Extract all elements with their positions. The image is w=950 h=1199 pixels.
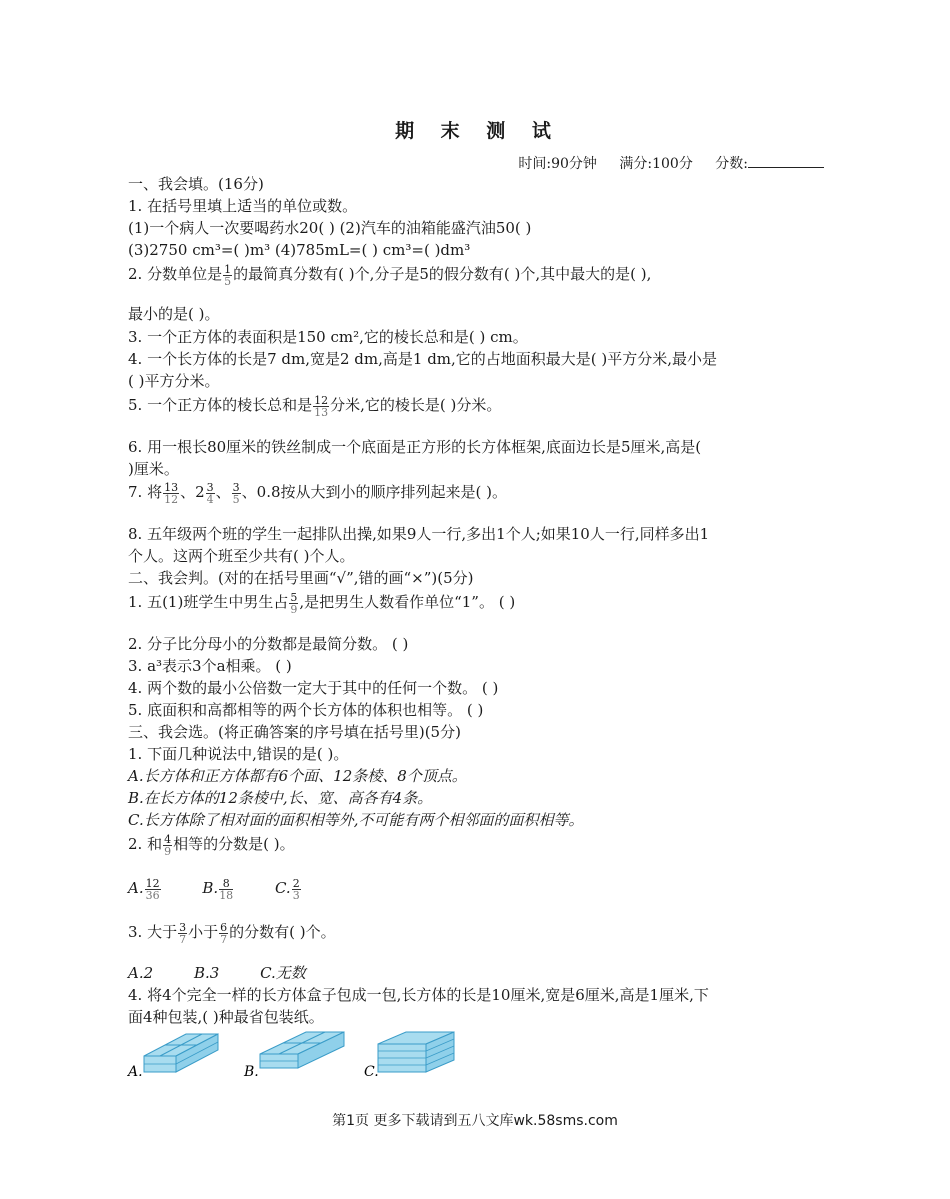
score-blank[interactable] [748,155,824,168]
fraction: $\frac{12}{13}$ [314,394,329,420]
s1-q3: 3. 一个正方体的表面积是150 cm²,它的棱长总和是( ) cm。 [128,328,528,346]
time-label: 时间:90分钟 [518,156,597,172]
s2-q4: 4. 两个数的最小公倍数一定大于其中的任何一个数。 ( ) [128,679,499,697]
s1-q4: 4. 一个长方体的长是7 dm,宽是2 dm,高是1 dm,它的占地面积最大是( )平方分米,最小是 [128,350,718,368]
package-b-label: B. [244,1064,259,1080]
package-a-label: A. [128,1064,143,1080]
fraction: $\frac{5}{9}$ [290,591,298,617]
s3-q3-options [128,963,342,983]
s3-q1: 1. 下面几种说法中,错误的是( )。 [128,745,349,763]
exam-info [500,153,824,173]
s1-q6-cont: )厘米。 [128,460,179,478]
page-title: 期 末 测 试 [395,120,561,142]
s1-q2-cont: 最小的是( )。 [128,305,220,323]
option-c: C.无数 [260,964,306,982]
section-2-heading: 二、我会判。(对的在括号里画“√”,错的画“×”)(5分) [128,569,474,587]
s3-q2-options [128,877,338,903]
score-label: 分数: [715,156,824,172]
option-c: C. $\frac{2}{3}$ [274,877,300,903]
fraction: $\frac{3}{7}$ [179,921,187,947]
s3-q3: 3. 大于 $\frac{3}{7}$ 小于 $\frac{6}{7}$ 的分数有( )个。 [128,921,336,947]
package-c-label: C. [364,1064,379,1080]
s1-q5: 5. 一个正方体的棱长总和是 $\frac{12}{13}$ 分米,它的棱长是( )分米。 [128,394,502,420]
package-c-figure [378,1032,454,1072]
s1-q1-parts-a: (1)一个病人一次要喝药水20( ) (2)汽车的油箱能盛汽油50( ) [128,219,532,237]
s2-q2: 2. 分子比分母小的分数都是最简分数。 ( ) [128,635,409,653]
s1-q6: 6. 用一根长80厘米的铁丝制成一个底面是正方形的长方体框架,底面边长是5厘米,高是( [128,438,702,456]
s1-q8: 8. 五年级两个班的学生一起排队出操,如果9人一行,多出1个人;如果10人一行,同样多出1 [128,525,710,543]
s3-q2: 2. 和 $\frac{4}{9}$ 相等的分数是( )。 [128,833,295,859]
s2-q3: 3. a³表示3个a相乘。 ( ) [128,657,292,675]
s3-q1-option-c: C.长方体除了相对面的面积相等外,不可能有两个相邻面的面积相等。 [128,811,584,829]
fraction: $\frac{1}{5}$ [224,263,232,289]
option-a: A.2 [128,964,154,982]
s1-q1-parts-b: (3)2750 cm³=( )m³ (4)785mL=( ) cm³=( )dm³ [128,241,471,259]
s1-q4-cont: ( )平方分米。 [128,372,220,390]
s3-q1-option-b: B.在长方体的12条棱中,长、宽、高各有4条。 [128,789,433,807]
fraction: $\frac{3}{4}$ [206,481,214,507]
section-1-heading: 一、我会填。(16分) [128,175,264,193]
section-3-heading: 三、我会选。(将正确答案的序号填在括号里)(5分) [128,723,461,741]
s1-q1: 1. 在括号里填上适当的单位或数。 [128,197,358,215]
fraction: $\frac{6}{7}$ [220,921,228,947]
option-b: B.3 [193,964,220,982]
page-footer: 第1页 更多下载请到五八文库wk.58sms.com [332,1113,618,1129]
s3-q1-option-a: A.长方体和正方体都有6个面、12条棱、8个顶点。 [128,767,467,785]
s2-q1: 1. 五(1)班学生中男生占 $\frac{5}{9}$ ,是把男生人数看作单位“1”。 ( ) [128,591,516,617]
s2-q5: 5. 底面积和高都相等的两个长方体的体积也相等。 ( ) [128,701,484,719]
s1-q8-cont: 个人。这两个班至少共有( )个人。 [128,547,355,565]
full-score-label: 满分:100分 [619,156,693,172]
s1-q7: 7. 将 $\frac{13}{12}$ 、2 $\frac{3}{4}$ 、 $\frac{3}{5}$ 、0.8按从大到小的顺序排列起来是( )。 [128,481,507,507]
s3-q4: 4. 将4个完全一样的长方体盒子包成一包,长方体的长是10厘米,宽是6厘米,高是1厘米,下 [128,986,709,1004]
packages-svg [128,1024,528,1094]
option-b: B. $\frac{8}{18}$ [202,877,234,903]
fraction: $\frac{13}{12}$ [164,481,179,507]
package-figures [128,1024,528,1094]
package-b-figure [260,1032,344,1068]
s1-q2: 2. 分数单位是 $\frac{1}{5}$ 的最简真分数有( )个,分子是5的假分数有( )个,其中最大的是( ), [128,263,652,289]
fraction: $\frac{3}{5}$ [232,481,240,507]
s3-q4-cont: 面4种包装,( )种最省包装纸。 [128,1008,324,1026]
fraction: $\frac{4}{9}$ [164,833,172,859]
option-a: A. $\frac{12}{36}$ [128,877,160,903]
package-a-figure [144,1034,218,1072]
